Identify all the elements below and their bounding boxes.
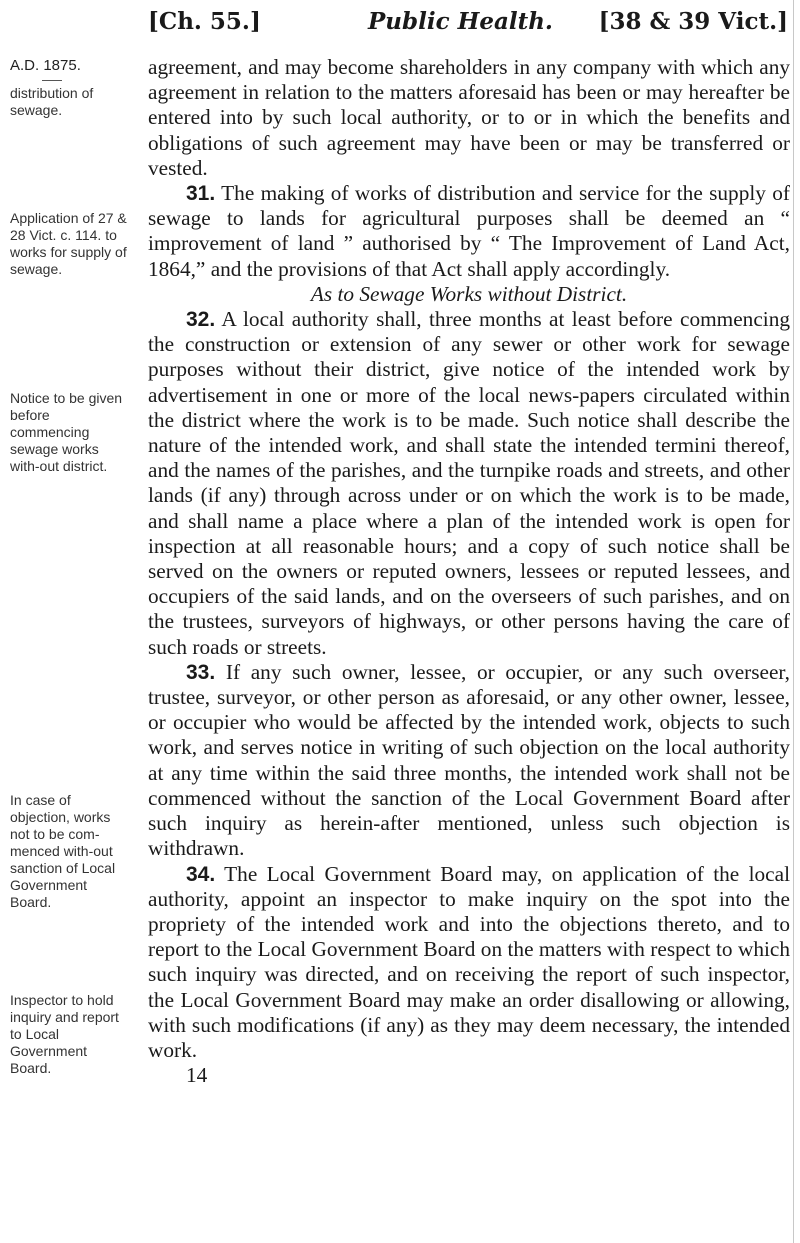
section-34 <box>148 862 790 1064</box>
margin-note-application: Application of 27 & 28 Vict. c. 114. to works for supply of sewage. <box>10 210 127 277</box>
body-text <box>148 55 790 1088</box>
section-34-text: The Local Government Board may, on application of the local authority, appoint an inspector to make inquiry on the spot into the propriety of the intended work and into the objections thereto, and to report to the Local Government Board on the matters with respect to which such inquiry was directed, and on receiving the report of such inspector, the Local Government Board may make an order disallowing or allowing, with such modifications (if any) as they may deem necessary, the intended work. <box>148 861 790 1062</box>
margin-note-text: distribution of sewage. <box>10 85 94 118</box>
header-title: Public Health. <box>368 8 553 35</box>
header-regnal-year: [38 & 39 Vict.] <box>598 8 788 35</box>
margin-note-notice: Notice to be given before commencing sewage works with-out district. <box>10 390 123 474</box>
margin-rule <box>42 80 62 81</box>
page-edge-line <box>793 0 794 1243</box>
section-33-text: If any such owner, lessee, or occupier, or any such overseer, trustee, surveyor, or other person as aforesaid, or any other owner, lessee, or occupier who would be affected by the intended work, objects to such work, and serves notice in writing of such objection on the local authority at any time within the said three months, the intended work shall not be commenced without the sanction of the Local Government Board after such inquiry as herein-after mentioned, unless such objection is withdrawn. <box>148 659 790 861</box>
section-32-text: A local authority shall, three months at least before commencing the construction or extension of any sewer or other work for sewage purposes without their district, give notice of the intended work by advertisement in one or more of the local news-papers circulated within the district where the work is to be made. Such notice shall describe the nature of the intended work, and shall state the intended termini thereof, and the names of the parishes, and the turnpike roads and streets, and other lands (if any) through across under or on which the work is to be made, and shall name a place where a plan of the intended work is open for inspection at all reasonable hours; and a copy of such notice shall be served on the owners or reputed owners, lessees or reputed lessees, and occupiers of the said lands, and on the overseers of such parishes, and on the trustees, surveyors of highways, or other persons having the care of such roads or streets. <box>148 307 790 659</box>
section-heading: As to Sewage Works without District. <box>310 281 628 306</box>
section-31 <box>148 181 790 282</box>
section-31-text: The making of works of distribution and service for the supply of sewage to lands for agricultural purposes shall be deemed an “ improvement of land ” authorised by “ The Improvement of Land Act, 1864,” and the provisions of that Act shall apply accordingly. <box>148 181 790 281</box>
margin-note-inspector: Inspector to hold inquiry and report to Local Government Board. <box>10 992 119 1076</box>
margin-note-objection: In case of objection, works not to be com-menced with-out sanction of Local Government Board. <box>10 792 116 910</box>
section-32 <box>148 307 790 660</box>
paragraph-continuation: agreement, and may become shareholders in any company with which any agreement in relation to the matters aforesaid has been or may hereafter be entered into by such local authority, or to or in which the benefits and obligations of such agreement may have been or may be transferred or vested. <box>148 55 790 180</box>
section-number: 33. <box>186 660 216 684</box>
section-number: 34. <box>186 862 216 886</box>
margin-year: A.D. 1875. <box>10 57 81 74</box>
page-number: 14 <box>186 1063 208 1088</box>
running-header <box>148 8 788 44</box>
margin-note-distribution <box>10 57 132 119</box>
header-chapter: [Ch. 55.] <box>148 8 261 35</box>
section-number: 32. <box>186 308 216 332</box>
section-33 <box>148 660 790 862</box>
section-number: 31. <box>186 182 216 206</box>
